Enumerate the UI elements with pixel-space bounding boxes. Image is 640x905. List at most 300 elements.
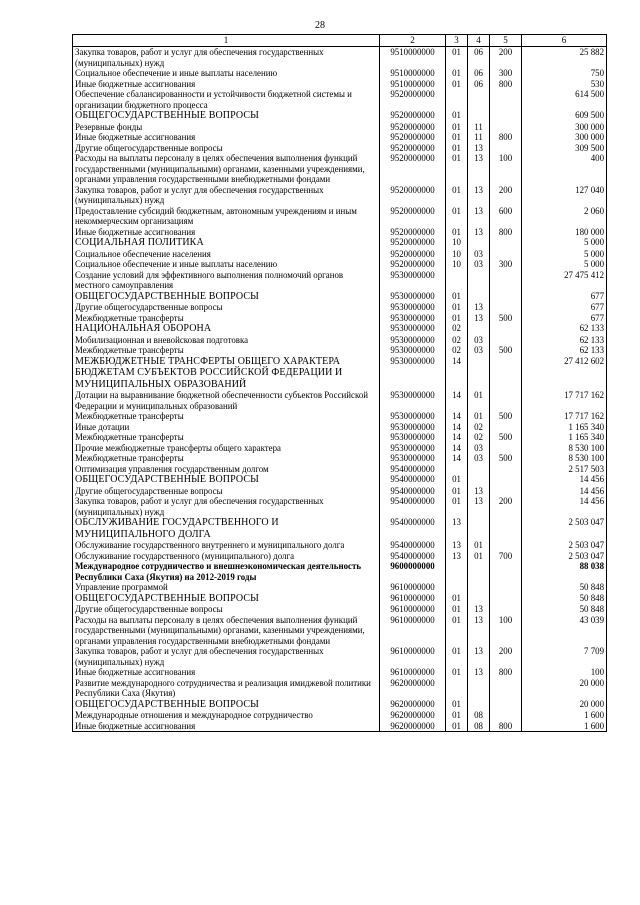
row-code: 9510000000 — [380, 79, 446, 90]
row-section: 01 — [446, 132, 468, 143]
row-subsection — [468, 323, 490, 335]
row-expense-type — [490, 443, 522, 454]
table-row — [73, 122, 607, 133]
row-name: Межбюджетные трансферты — [73, 313, 380, 324]
table-row — [73, 486, 607, 497]
row-name: ОБЩЕГОСУДАРСТВЕННЫЕ ВОПРОСЫ — [73, 291, 380, 303]
row-subsection: 02 — [468, 432, 490, 443]
row-code: 9610000000 — [380, 615, 446, 647]
table-row — [73, 593, 607, 605]
header-col-1: 1 — [73, 35, 380, 47]
row-expense-type — [490, 291, 522, 303]
row-subsection: 11 — [468, 122, 490, 133]
row-subsection: 11 — [468, 132, 490, 143]
table-row — [73, 432, 607, 443]
table-row — [73, 474, 607, 486]
row-expense-type: 800 — [490, 667, 522, 678]
row-code: 9530000000 — [380, 302, 446, 313]
row-expense-type — [490, 422, 522, 433]
row-amount: 300 000 — [522, 132, 607, 143]
row-section: 01 — [446, 153, 468, 185]
table-row — [73, 678, 607, 699]
table-row — [73, 335, 607, 346]
table-row — [73, 453, 607, 464]
table-body — [73, 47, 607, 732]
row-name: Социальное обеспечение населения — [73, 249, 380, 260]
row-amount: 14 456 — [522, 496, 607, 517]
row-code: 9520000000 — [380, 122, 446, 133]
row-name: Международное сотрудничество и внешнеэкономическая деятельность Республики Саха (Якутия) на 2012-2019 годы — [73, 561, 380, 582]
row-amount: 50 848 — [522, 604, 607, 615]
row-code: 9520000000 — [380, 185, 446, 206]
row-amount: 2 517 503 — [522, 464, 607, 475]
table-row — [73, 551, 607, 562]
row-amount: 180 000 — [522, 227, 607, 238]
row-name: Прочие межбюджетные трансферты общего характера — [73, 443, 380, 454]
row-expense-type: 300 — [490, 259, 522, 270]
row-section: 14 — [446, 390, 468, 411]
row-code: 9530000000 — [380, 453, 446, 464]
row-subsection: 13 — [468, 486, 490, 497]
row-expense-type: 100 — [490, 153, 522, 185]
row-section: 01 — [446, 667, 468, 678]
row-amount: 27 412 602 — [522, 356, 607, 391]
row-subsection: 03 — [468, 443, 490, 454]
row-subsection: 08 — [468, 721, 490, 732]
row-section: 01 — [446, 206, 468, 227]
row-name: Закупка товаров, работ и услуг для обеспечения государственных (муниципальных) нужд — [73, 646, 380, 667]
row-expense-type — [490, 486, 522, 497]
table-row — [73, 227, 607, 238]
row-name: Иные бюджетные ассигнования — [73, 227, 380, 238]
row-amount: 43 039 — [522, 615, 607, 647]
row-section: 01 — [446, 291, 468, 303]
row-amount: 609 500 — [522, 110, 607, 122]
row-section: 14 — [446, 453, 468, 464]
row-amount: 5 000 — [522, 259, 607, 270]
row-code: 9530000000 — [380, 335, 446, 346]
row-code: 9530000000 — [380, 356, 446, 391]
page-number: 28 — [315, 20, 325, 31]
row-section: 01 — [446, 474, 468, 486]
row-code: 9610000000 — [380, 646, 446, 667]
row-subsection — [468, 582, 490, 593]
table-row — [73, 582, 607, 593]
row-subsection — [468, 678, 490, 699]
row-name: Социальное обеспечение и иные выплаты населению — [73, 259, 380, 270]
row-name: Расходы на выплаты персоналу в целях обеспечения выполнения функций государственными (муниципальными) органами, казенными учреждениями, органами управления государственными внебюджетными фондами — [73, 615, 380, 647]
table-row — [73, 615, 607, 647]
row-name: Межбюджетные трансферты — [73, 411, 380, 422]
row-code: 9620000000 — [380, 710, 446, 721]
row-amount: 2 060 — [522, 206, 607, 227]
row-expense-type — [490, 323, 522, 335]
row-name: Обеспечение сбалансированности и устойчивости бюджетной системы и организации бюджетного процесса — [73, 89, 380, 110]
table-row — [73, 185, 607, 206]
row-code: 9520000000 — [380, 143, 446, 154]
row-name: Другие общегосударственные вопросы — [73, 302, 380, 313]
row-expense-type — [490, 390, 522, 411]
row-subsection — [468, 699, 490, 711]
row-expense-type: 500 — [490, 453, 522, 464]
row-expense-type: 500 — [490, 345, 522, 356]
row-subsection — [468, 89, 490, 110]
row-expense-type: 800 — [490, 721, 522, 732]
row-code: 9540000000 — [380, 474, 446, 486]
row-expense-type — [490, 356, 522, 391]
table-row — [73, 302, 607, 313]
row-subsection — [468, 291, 490, 303]
row-amount: 1 165 340 — [522, 422, 607, 433]
row-section: 13 — [446, 517, 468, 540]
row-expense-type: 500 — [490, 432, 522, 443]
table-row — [73, 132, 607, 143]
row-section: 01 — [446, 496, 468, 517]
row-name: НАЦИОНАЛЬНАЯ ОБОРОНА — [73, 323, 380, 335]
row-amount: 127 040 — [522, 185, 607, 206]
row-section: 14 — [446, 356, 468, 391]
row-amount: 750 — [522, 68, 607, 79]
row-subsection: 13 — [468, 646, 490, 667]
row-section: 01 — [446, 110, 468, 122]
row-subsection: 03 — [468, 249, 490, 260]
header-row — [73, 35, 607, 47]
row-subsection: 13 — [468, 667, 490, 678]
row-expense-type: 200 — [490, 646, 522, 667]
row-section — [446, 561, 468, 582]
row-amount: 7 709 — [522, 646, 607, 667]
row-name: Межбюджетные трансферты — [73, 432, 380, 443]
row-expense-type: 200 — [490, 185, 522, 206]
row-section: 10 — [446, 259, 468, 270]
row-section — [446, 89, 468, 110]
table-row — [73, 68, 607, 79]
row-subsection: 08 — [468, 710, 490, 721]
row-section — [446, 582, 468, 593]
row-amount: 8 530 100 — [522, 453, 607, 464]
header-col-5: 5 — [490, 35, 522, 47]
row-section: 01 — [446, 313, 468, 324]
table-row — [73, 79, 607, 90]
row-subsection: 13 — [468, 206, 490, 227]
row-subsection: 06 — [468, 68, 490, 79]
header-col-6: 6 — [522, 35, 607, 47]
row-code: 9530000000 — [380, 291, 446, 303]
row-name: Расходы на выплаты персоналу в целях обеспечения выполнения функций государственными (муниципальными) органами, казенными учреждениями, органами управления государственными внебюджетными фондами — [73, 153, 380, 185]
row-code: 9510000000 — [380, 68, 446, 79]
row-amount: 677 — [522, 302, 607, 313]
row-code: 9520000000 — [380, 89, 446, 110]
table-row — [73, 259, 607, 270]
row-code: 9540000000 — [380, 540, 446, 551]
row-expense-type: 100 — [490, 615, 522, 647]
row-subsection — [468, 464, 490, 475]
row-amount: 62 133 — [522, 335, 607, 346]
row-section: 10 — [446, 237, 468, 249]
row-expense-type — [490, 710, 522, 721]
row-section: 14 — [446, 411, 468, 422]
row-name: СОЦИАЛЬНАЯ ПОЛИТИКА — [73, 237, 380, 249]
row-expense-type — [490, 270, 522, 291]
row-subsection: 13 — [468, 227, 490, 238]
table-row — [73, 646, 607, 667]
row-expense-type: 200 — [490, 47, 522, 69]
row-expense-type — [490, 143, 522, 154]
row-code: 9520000000 — [380, 110, 446, 122]
row-name: Создание условий для эффективного выполнения полномочий органов местного самоуправления — [73, 270, 380, 291]
row-amount: 14 456 — [522, 486, 607, 497]
row-expense-type — [490, 593, 522, 605]
row-subsection: 03 — [468, 335, 490, 346]
header-col-2: 2 — [380, 35, 446, 47]
row-code: 9520000000 — [380, 259, 446, 270]
row-section: 01 — [446, 185, 468, 206]
row-subsection — [468, 237, 490, 249]
row-amount: 20 000 — [522, 699, 607, 711]
row-name: ОБЩЕГОСУДАРСТВЕННЫЕ ВОПРОСЫ — [73, 699, 380, 711]
row-section: 01 — [446, 699, 468, 711]
row-name: Обслуживание государственного внутреннего и муниципального долга — [73, 540, 380, 551]
row-subsection — [468, 270, 490, 291]
row-subsection: 03 — [468, 259, 490, 270]
row-name: Межбюджетные трансферты — [73, 453, 380, 464]
row-expense-type: 700 — [490, 551, 522, 562]
row-name: Обслуживание государственного (муниципального) долга — [73, 551, 380, 562]
row-expense-type — [490, 249, 522, 260]
row-code: 9540000000 — [380, 464, 446, 475]
table-row — [73, 443, 607, 454]
row-name: Закупка товаров, работ и услуг для обеспечения государственных (муниципальных) нужд — [73, 185, 380, 206]
row-code: 9610000000 — [380, 593, 446, 605]
table-row — [73, 89, 607, 110]
row-expense-type: 800 — [490, 132, 522, 143]
table-row — [73, 206, 607, 227]
row-code: 9530000000 — [380, 270, 446, 291]
row-section: 01 — [446, 227, 468, 238]
row-expense-type — [490, 237, 522, 249]
row-name: Предоставление субсидий бюджетным, автономным учреждениям и иным некоммерческим организациям — [73, 206, 380, 227]
row-amount: 20 000 — [522, 678, 607, 699]
row-section: 01 — [446, 593, 468, 605]
row-code: 9540000000 — [380, 496, 446, 517]
row-subsection — [468, 593, 490, 605]
row-section: 02 — [446, 345, 468, 356]
row-section: 01 — [446, 604, 468, 615]
row-code: 9620000000 — [380, 721, 446, 732]
row-expense-type — [490, 561, 522, 582]
row-name: Иные дотации — [73, 422, 380, 433]
row-section: 01 — [446, 79, 468, 90]
row-amount: 1 165 340 — [522, 432, 607, 443]
row-section — [446, 678, 468, 699]
row-amount: 50 848 — [522, 593, 607, 605]
row-code: 9530000000 — [380, 323, 446, 335]
table-row — [73, 47, 607, 69]
row-expense-type: 800 — [490, 79, 522, 90]
table-row — [73, 517, 607, 540]
row-subsection: 13 — [468, 153, 490, 185]
row-code: 9520000000 — [380, 237, 446, 249]
table-row — [73, 313, 607, 324]
row-expense-type: 600 — [490, 206, 522, 227]
row-section: 01 — [446, 122, 468, 133]
row-section: 01 — [446, 68, 468, 79]
row-section: 01 — [446, 486, 468, 497]
row-expense-type — [490, 110, 522, 122]
row-section: 14 — [446, 422, 468, 433]
row-name: Оптимизация управления государственным долгом — [73, 464, 380, 475]
row-section: 13 — [446, 551, 468, 562]
row-amount: 88 038 — [522, 561, 607, 582]
row-expense-type — [490, 517, 522, 540]
row-section: 10 — [446, 249, 468, 260]
row-subsection: 13 — [468, 302, 490, 313]
row-amount: 2 503 047 — [522, 517, 607, 540]
row-amount: 530 — [522, 79, 607, 90]
row-name: Закупка товаров, работ и услуг для обеспечения государственных (муниципальных) нужд — [73, 47, 380, 69]
row-expense-type — [490, 474, 522, 486]
table-row — [73, 540, 607, 551]
row-section: 01 — [446, 710, 468, 721]
row-subsection: 13 — [468, 313, 490, 324]
row-amount: 62 133 — [522, 323, 607, 335]
header-col-4: 4 — [468, 35, 490, 47]
row-expense-type: 500 — [490, 411, 522, 422]
row-amount: 5 000 — [522, 237, 607, 249]
row-expense-type — [490, 604, 522, 615]
row-subsection: 03 — [468, 345, 490, 356]
row-code: 9610000000 — [380, 667, 446, 678]
row-code: 9540000000 — [380, 486, 446, 497]
row-code: 9530000000 — [380, 345, 446, 356]
row-name: Резервные фонды — [73, 122, 380, 133]
row-expense-type — [490, 699, 522, 711]
row-section: 13 — [446, 540, 468, 551]
row-subsection: 06 — [468, 47, 490, 69]
row-code: 9530000000 — [380, 443, 446, 454]
row-section: 01 — [446, 615, 468, 647]
row-subsection — [468, 356, 490, 391]
row-code: 9520000000 — [380, 227, 446, 238]
row-code: 9530000000 — [380, 432, 446, 443]
row-name: МЕЖБЮДЖЕТНЫЕ ТРАНСФЕРТЫ ОБЩЕГО ХАРАКТЕРА БЮДЖЕТАМ СУБЪЕКТОВ РОССИЙСКОЙ ФЕДЕРАЦИИ И МУНИЦИПАЛЬНЫХ ОБРАЗОВАНИЙ — [73, 356, 380, 391]
row-amount: 309 500 — [522, 143, 607, 154]
budget-table — [72, 34, 607, 732]
table-row — [73, 291, 607, 303]
row-code: 9540000000 — [380, 551, 446, 562]
row-section: 02 — [446, 335, 468, 346]
row-expense-type: 300 — [490, 68, 522, 79]
row-code: 9620000000 — [380, 678, 446, 699]
row-name: ОБЩЕГОСУДАРСТВЕННЫЕ ВОПРОСЫ — [73, 593, 380, 605]
row-subsection: 01 — [468, 551, 490, 562]
row-code: 9520000000 — [380, 249, 446, 260]
row-name: Мобилизационная и вневойсковая подготовка — [73, 335, 380, 346]
row-amount: 677 — [522, 313, 607, 324]
row-subsection: 01 — [468, 411, 490, 422]
header-col-3: 3 — [446, 35, 468, 47]
row-subsection — [468, 474, 490, 486]
row-subsection: 03 — [468, 453, 490, 464]
table-row — [73, 699, 607, 711]
row-name: Закупка товаров, работ и услуг для обеспечения государственных (муниципальных) нужд — [73, 496, 380, 517]
row-section: 01 — [446, 143, 468, 154]
row-amount: 2 503 047 — [522, 551, 607, 562]
row-name: Иные бюджетные ассигнования — [73, 721, 380, 732]
table-row — [73, 710, 607, 721]
table-row — [73, 667, 607, 678]
row-amount: 17 717 162 — [522, 390, 607, 411]
row-subsection: 13 — [468, 496, 490, 517]
row-expense-type: 500 — [490, 313, 522, 324]
table-row — [73, 390, 607, 411]
row-code: 9600000000 — [380, 561, 446, 582]
row-amount: 400 — [522, 153, 607, 185]
table-row — [73, 356, 607, 391]
row-amount: 300 000 — [522, 122, 607, 133]
row-amount: 25 882 — [522, 47, 607, 69]
row-expense-type — [490, 678, 522, 699]
row-section: 14 — [446, 432, 468, 443]
row-expense-type — [490, 464, 522, 475]
row-name: Социальное обеспечение и иные выплаты населению — [73, 68, 380, 79]
row-code: 9620000000 — [380, 699, 446, 711]
row-amount: 17 717 162 — [522, 411, 607, 422]
row-subsection: 01 — [468, 540, 490, 551]
row-code: 9520000000 — [380, 153, 446, 185]
row-amount: 677 — [522, 291, 607, 303]
row-subsection: 13 — [468, 604, 490, 615]
row-amount: 14 456 — [522, 474, 607, 486]
table-row — [73, 143, 607, 154]
table-header — [73, 35, 607, 47]
row-expense-type: 200 — [490, 496, 522, 517]
row-amount: 5 000 — [522, 249, 607, 260]
table-row — [73, 323, 607, 335]
row-name: Иные бюджетные ассигнования — [73, 667, 380, 678]
table-row — [73, 110, 607, 122]
row-code: 9540000000 — [380, 517, 446, 540]
table-row — [73, 464, 607, 475]
row-name: Другие общегосударственные вопросы — [73, 604, 380, 615]
row-expense-type — [490, 335, 522, 346]
table-row — [73, 721, 607, 732]
row-code: 9530000000 — [380, 390, 446, 411]
row-amount: 27 475 412 — [522, 270, 607, 291]
row-name: Иные бюджетные ассигнования — [73, 79, 380, 90]
row-name: Дотации на выравнивание бюджетной обеспеченности субъектов Российской Федерации и муниципальных образований — [73, 390, 380, 411]
row-section: 01 — [446, 47, 468, 69]
table-row — [73, 561, 607, 582]
table-row — [73, 249, 607, 260]
row-code: 9530000000 — [380, 422, 446, 433]
row-amount: 2 503 047 — [522, 540, 607, 551]
row-section: 01 — [446, 721, 468, 732]
row-amount: 100 — [522, 667, 607, 678]
table-row — [73, 411, 607, 422]
row-name: Международные отношения и международное сотрудничество — [73, 710, 380, 721]
row-subsection — [468, 517, 490, 540]
row-section — [446, 270, 468, 291]
row-section: 01 — [446, 646, 468, 667]
row-amount: 1 600 — [522, 721, 607, 732]
row-section: 14 — [446, 443, 468, 454]
row-name: ОБСЛУЖИВАНИЕ ГОСУДАРСТВЕННОГО И МУНИЦИПАЛЬНОГО ДОЛГА — [73, 517, 380, 540]
row-code: 9520000000 — [380, 206, 446, 227]
row-section — [446, 464, 468, 475]
row-subsection — [468, 561, 490, 582]
row-subsection: 13 — [468, 185, 490, 206]
